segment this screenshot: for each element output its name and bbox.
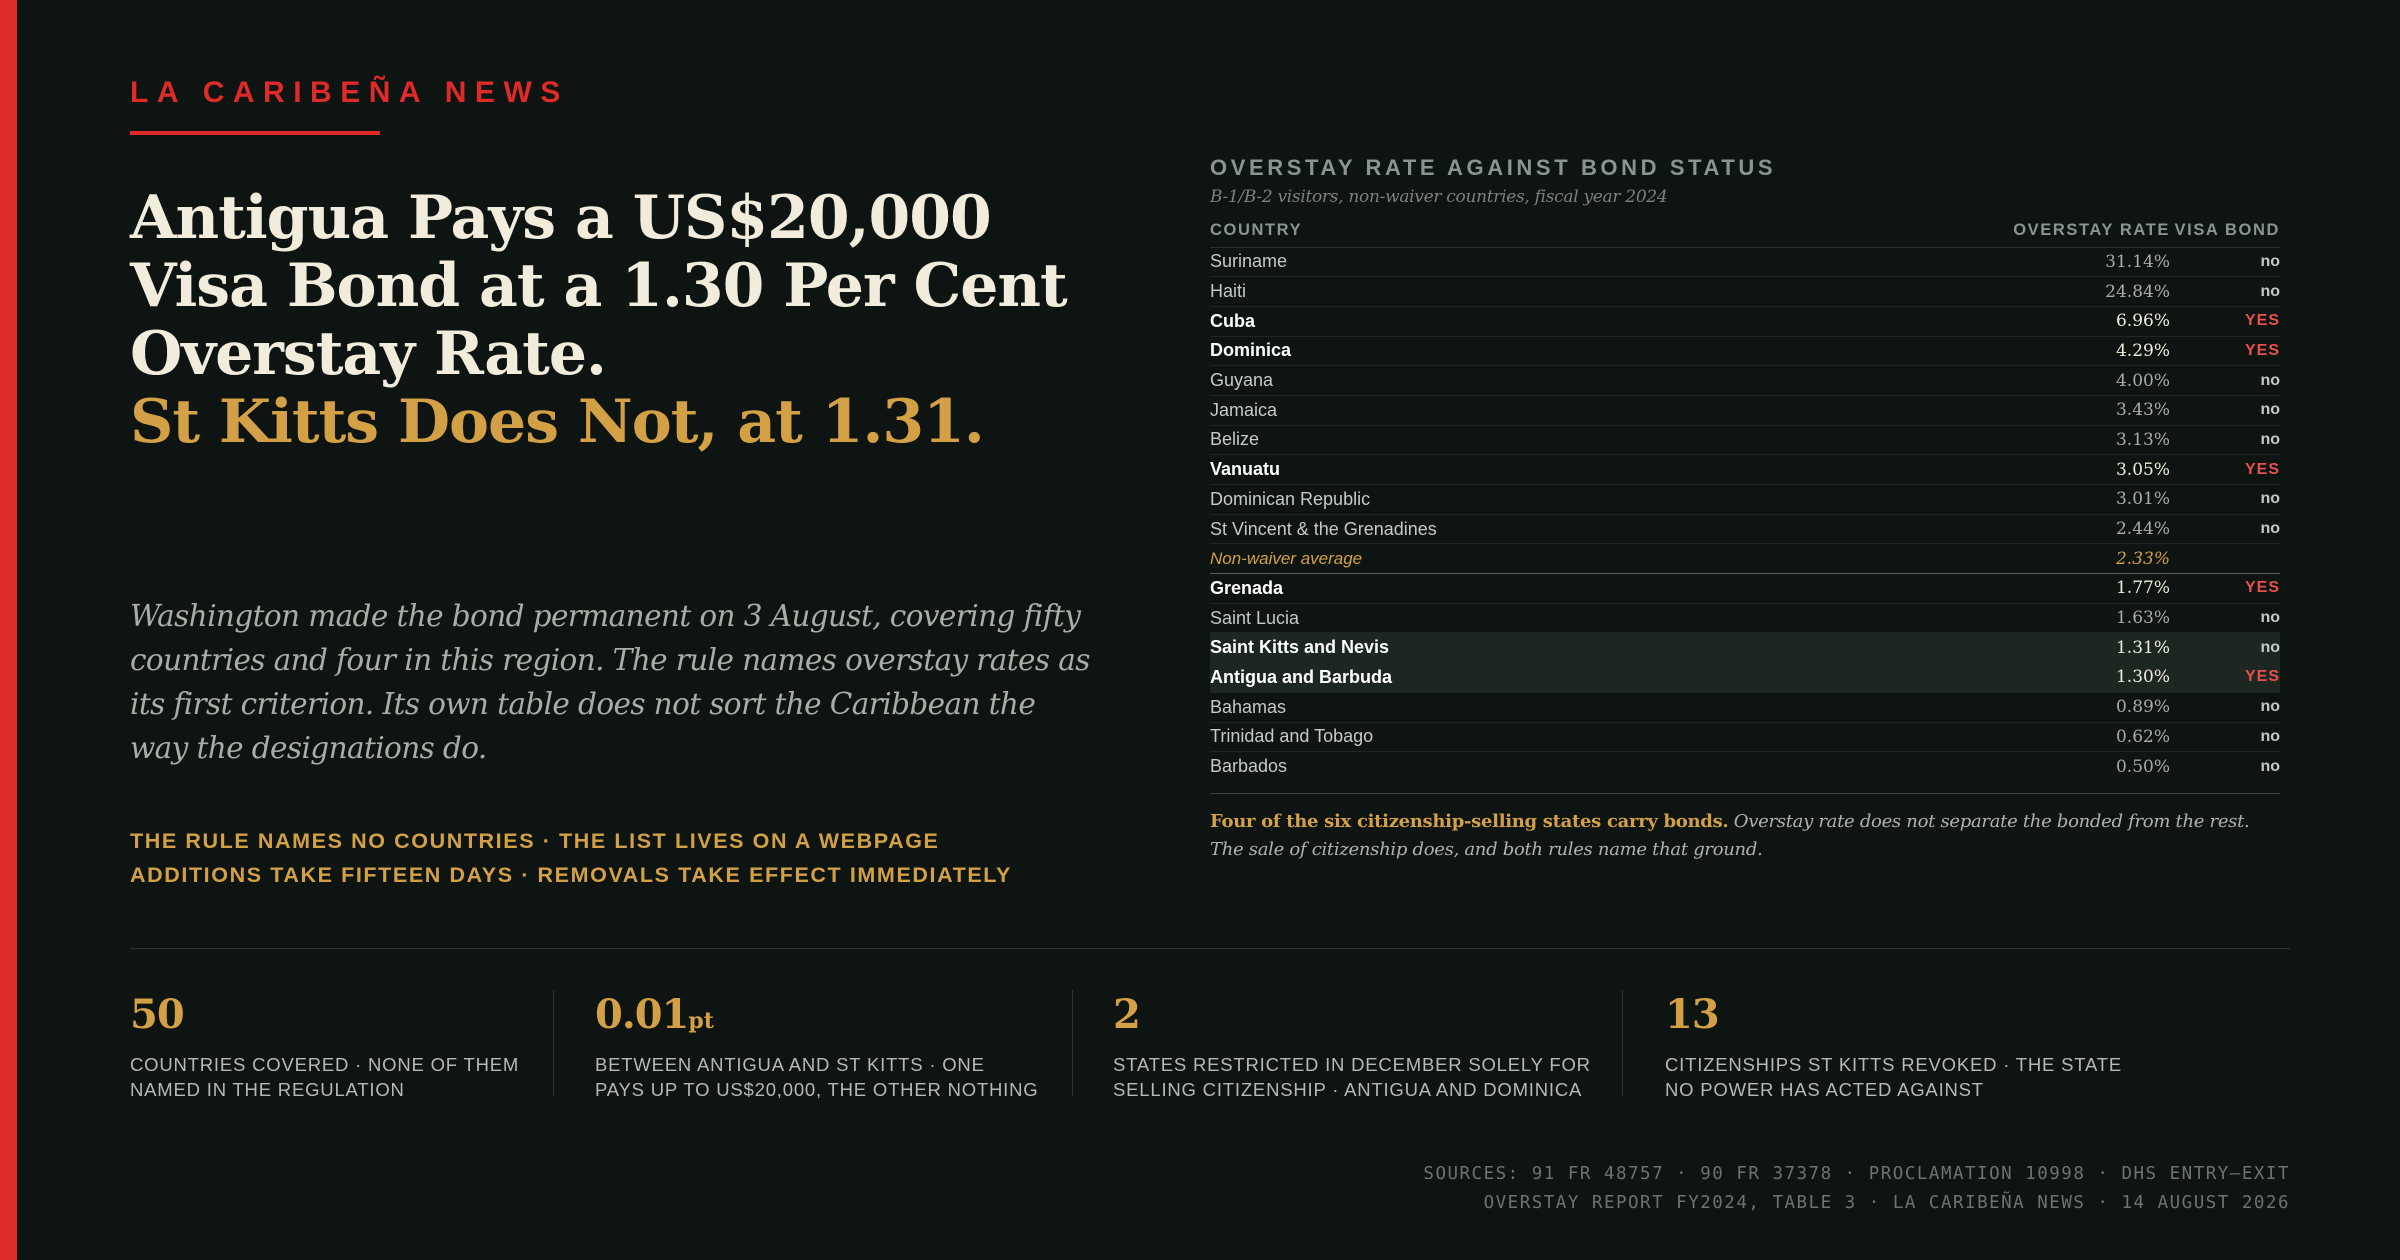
table-row: [1210, 514, 2280, 544]
bond-cell: YES: [2170, 336, 2280, 366]
country-cell: Suriname: [1210, 247, 2010, 277]
country-cell: Dominica: [1210, 336, 2010, 366]
rate-cell: 31.14%: [2010, 247, 2170, 277]
stat-number: [595, 990, 1038, 1046]
stat-label: [1665, 1052, 2122, 1102]
table-row: [1210, 633, 2280, 663]
headline-line-3: Overstay Rate.: [130, 319, 606, 389]
stat-number: [130, 990, 519, 1046]
country-cell: Antigua and Barbuda: [1210, 663, 2010, 693]
stat-label-line-1: BETWEEN ANTIGUA AND ST KITTS · ONE: [595, 1054, 985, 1075]
bond-cell: no: [2170, 722, 2280, 752]
rate-cell: 2.44%: [2010, 514, 2170, 544]
rate-cell: 1.63%: [2010, 603, 2170, 633]
rate-cell: 3.01%: [2010, 485, 2170, 515]
stat-value: 0.01: [595, 991, 689, 1038]
stat-value: 13: [1665, 991, 1719, 1038]
stat-citizenships-revoked: [1665, 990, 2122, 1102]
stat-label: [595, 1052, 1038, 1102]
column-header-country: COUNTRY: [1210, 215, 2010, 247]
table-row: [1210, 692, 2280, 722]
bond-cell: YES: [2170, 663, 2280, 693]
table-row: [1210, 485, 2280, 515]
average-row: [1210, 544, 2280, 574]
bond-cell: no: [2170, 603, 2280, 633]
rule-facts-line-2: ADDITIONS TAKE FIFTEEN DAYS · REMOVALS TAKE EFFECT IMMEDIATELY: [130, 863, 1012, 887]
sources-line-1: SOURCES: 91 FR 48757 · 90 FR 37378 · PROCLAMATION 10998 · DHS ENTRY–EXIT: [1423, 1164, 2290, 1184]
brand-underline: [130, 131, 380, 135]
table-row: [1210, 722, 2280, 752]
country-cell: Haiti: [1210, 277, 2010, 307]
stat-separator: [553, 990, 554, 1096]
headline: [130, 184, 1130, 456]
table-row: [1210, 425, 2280, 455]
stat-label-line-2: SELLING CITIZENSHIP · ANTIGUA AND DOMINICA: [1113, 1079, 1583, 1100]
rate-cell: 1.30%: [2010, 663, 2170, 693]
stat-value: 50: [130, 991, 184, 1038]
rate-cell: 3.13%: [2010, 425, 2170, 455]
stat-separator: [1072, 990, 1073, 1096]
rate-cell: 1.77%: [2010, 574, 2170, 604]
table-row: [1210, 247, 2280, 277]
country-cell: Non-waiver average: [1210, 544, 2010, 574]
country-cell: Guyana: [1210, 366, 2010, 396]
bond-cell: no: [2170, 247, 2280, 277]
table-note-body: Overstay rate does not separate the bonded from the rest. The sale of citizenship does, and both rules name that ground.: [1210, 811, 2250, 861]
rate-cell: 2.33%: [2010, 544, 2170, 574]
headline-accent: St Kitts Does Not, at 1.31.: [130, 387, 984, 457]
stat-separator: [1622, 990, 1623, 1096]
bond-cell: no: [2170, 633, 2280, 663]
table-header-row: [1210, 215, 2280, 247]
table-row: [1210, 663, 2280, 693]
bond-cell: no: [2170, 425, 2280, 455]
stats-divider: [130, 948, 2290, 949]
stat-countries-covered: [130, 990, 519, 1102]
country-cell: St Vincent & the Grenadines: [1210, 514, 2010, 544]
country-cell: Trinidad and Tobago: [1210, 722, 2010, 752]
rule-facts: [130, 824, 1012, 892]
stat-label: [1113, 1052, 1591, 1102]
country-cell: Barbados: [1210, 756, 1288, 777]
country-cell: Jamaica: [1210, 395, 2010, 425]
bond-cell: no: [2170, 514, 2280, 544]
stat-label-line-2: PAYS UP TO US$20,000, THE OTHER NOTHING: [595, 1079, 1039, 1100]
stat-states-restricted: [1113, 990, 1591, 1102]
sources-line-2: OVERSTAY REPORT FY2024, TABLE 3 · LA CARIBEÑA NEWS · 14 AUGUST 2026: [1483, 1193, 2290, 1213]
bond-cell: no: [2260, 757, 2280, 775]
country-cell: Cuba: [1210, 306, 2010, 336]
table-note: [1210, 793, 2280, 864]
rate-cell: 4.29%: [2010, 336, 2170, 366]
bond-cell: no: [2170, 366, 2280, 396]
table-subtitle: B-1/B-2 visitors, non-waiver countries, fiscal year 2024: [1210, 187, 1668, 207]
rule-facts-line-1: THE RULE NAMES NO COUNTRIES · THE LIST LIVES ON A WEBPAGE: [130, 829, 940, 853]
table-row: [1210, 306, 2280, 336]
table-body: [1210, 247, 2280, 781]
stat-number: [1113, 990, 1591, 1046]
bond-cell: no: [2170, 692, 2280, 722]
stat-label: [130, 1052, 519, 1102]
stat-value: 2: [1113, 991, 1140, 1038]
country-cell: Saint Lucia: [1210, 603, 2010, 633]
stat-rate-gap: [595, 990, 1038, 1102]
table-row: [1210, 574, 2280, 604]
stat-label-line-1: STATES RESTRICTED IN DECEMBER SOLELY FOR: [1113, 1054, 1591, 1075]
table-note-lead: Four of the six citizenship-selling states carry bonds.: [1210, 811, 1729, 833]
country-cell: Dominican Republic: [1210, 485, 2010, 515]
headline-line-2: Visa Bond at a 1.30 Per Cent: [130, 251, 1067, 321]
rate-cell: 6.96%: [2010, 306, 2170, 336]
stat-unit: pt: [688, 1008, 714, 1034]
table-row: [1210, 455, 2280, 485]
table-row: [1210, 277, 2280, 307]
table-row: [1210, 603, 2280, 633]
headline-line-1: Antigua Pays a US$20,000: [130, 183, 991, 253]
table-row: [1210, 752, 2280, 782]
stat-label-line-2: NAMED IN THE REGULATION: [130, 1079, 405, 1100]
stat-number: [1665, 990, 2122, 1046]
bond-cell: [2170, 544, 2280, 574]
overstay-table: [1210, 215, 2280, 781]
column-header-rate: OVERSTAY RATE: [2010, 215, 2170, 247]
rate-cell: 0.89%: [2010, 692, 2170, 722]
table-row: [1210, 336, 2280, 366]
table-row: [1210, 395, 2280, 425]
brand-name: LA CARIBEÑA NEWS: [130, 76, 569, 109]
bond-cell: YES: [2170, 455, 2280, 485]
bond-cell: no: [2170, 277, 2280, 307]
rate-cell: 3.43%: [2010, 395, 2170, 425]
column-header-bond: VISA BOND: [2170, 215, 2280, 247]
country-cell: Grenada: [1210, 574, 2010, 604]
sources-footer: [1423, 1160, 2290, 1218]
country-cell: Bahamas: [1210, 692, 2010, 722]
rate-cell: 1.31%: [2010, 633, 2170, 663]
stat-label-line-1: CITIZENSHIPS ST KITTS REVOKED · THE STATE: [1665, 1054, 2122, 1075]
rate-cell: 24.84%: [2010, 277, 2170, 307]
lede-paragraph: Washington made the bond permanent on 3 August, covering fifty countries and four in this region. The rule names overstay rates as its first criterion. Its own table does not sort the Caribbean the way the designations do.: [130, 599, 1090, 765]
country-cell: Belize: [1210, 425, 2010, 455]
rate-cell: 4.00%: [2010, 366, 2170, 396]
bond-cell: no: [2170, 485, 2280, 515]
stat-label-line-1: COUNTRIES COVERED · NONE OF THEM: [130, 1054, 520, 1075]
rate-cell: 0.50%: [2115, 756, 2170, 777]
rate-cell: 0.62%: [2010, 722, 2170, 752]
bond-cell: no: [2170, 395, 2280, 425]
table-row: [1210, 366, 2280, 396]
overstay-table-panel: [1210, 155, 2280, 864]
stat-label-line-2: NO POWER HAS ACTED AGAINST: [1665, 1079, 1984, 1100]
left-accent-bar: [0, 0, 17, 1260]
table-title: OVERSTAY RATE AGAINST BOND STATUS: [1210, 155, 1777, 180]
rate-cell: 3.05%: [2010, 455, 2170, 485]
country-cell: Saint Kitts and Nevis: [1210, 633, 2010, 663]
bond-cell: YES: [2170, 574, 2280, 604]
country-cell: Vanuatu: [1210, 455, 2010, 485]
bond-cell: YES: [2170, 306, 2280, 336]
